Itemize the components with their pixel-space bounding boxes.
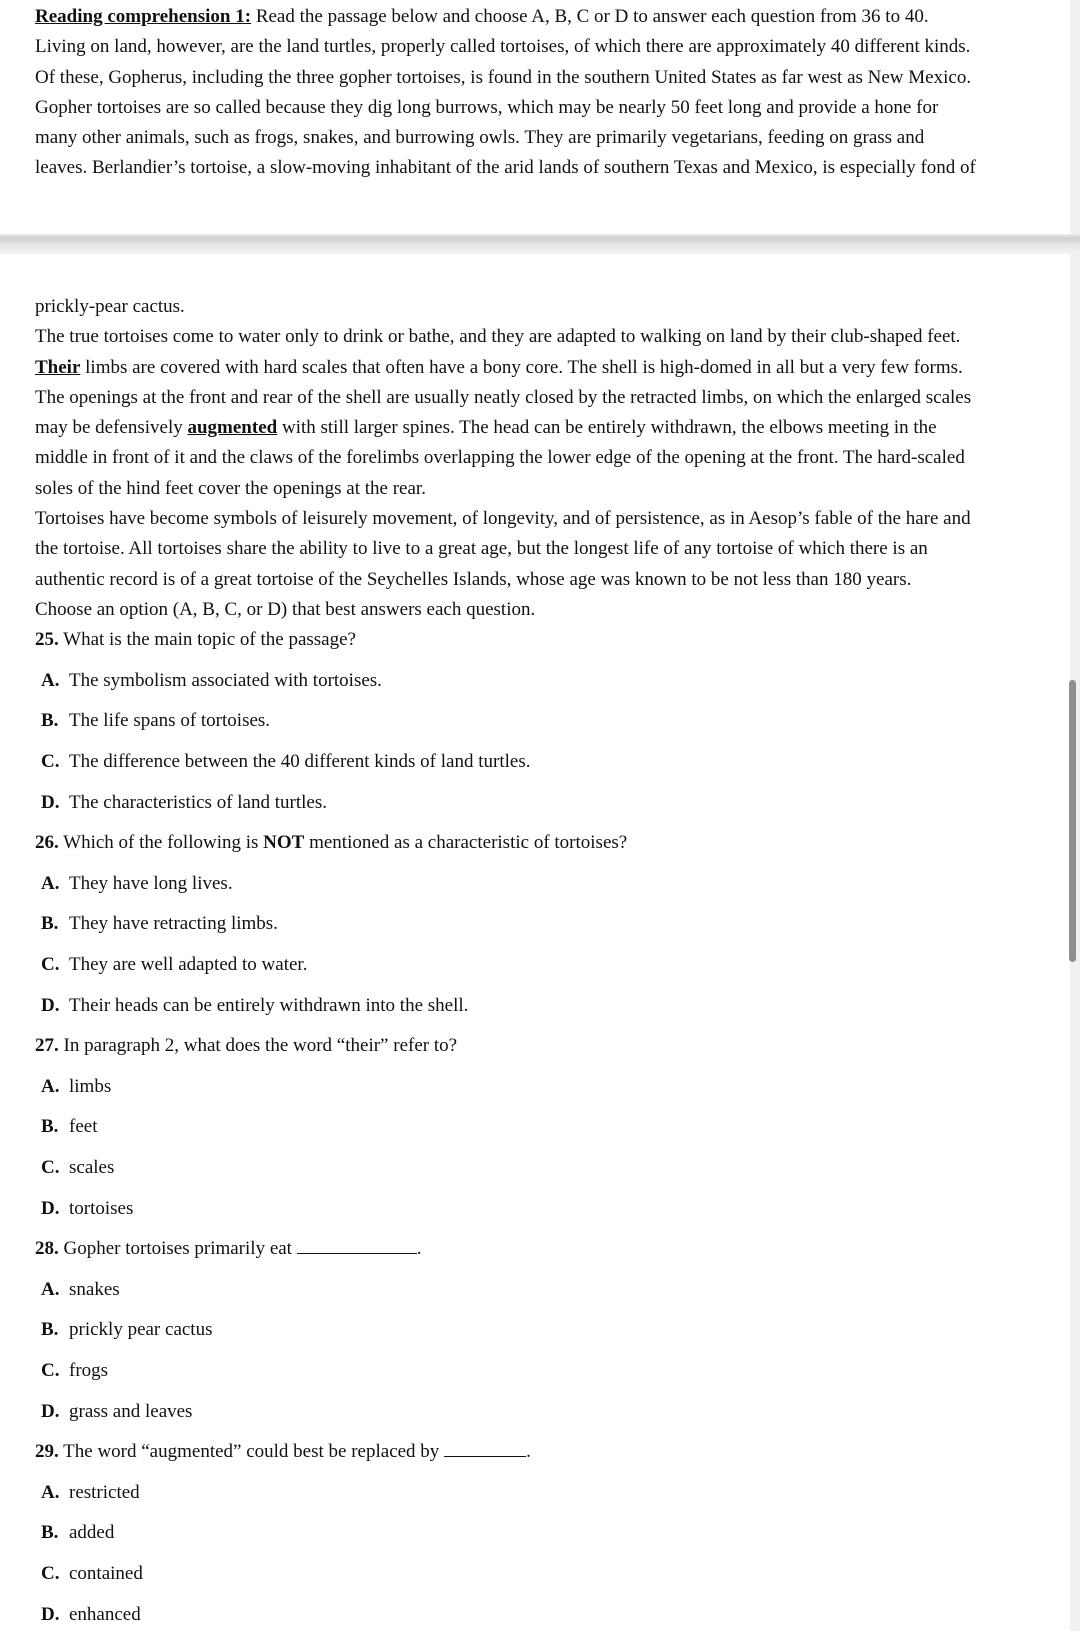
option-letter: A. (41, 669, 60, 691)
question-text: In paragraph 2, what does the word “their” refer to? (58, 1035, 458, 1057)
question-27 (35, 1031, 1050, 1072)
option-27-d[interactable] (41, 1194, 1050, 1235)
option-27-b[interactable] (41, 1112, 1050, 1153)
option-text: The life spans of tortoises. (69, 710, 271, 732)
passage-text: limbs are covered with hard scales that often have a bony core. The shell is high-domed in all but a very few forms. (80, 356, 963, 378)
option-text: The symbolism associated with tortoises. (69, 669, 382, 691)
question-26 (35, 828, 1050, 869)
passage-line: soles of the hind feet cover the openings at the rear. (35, 477, 426, 499)
passage-line: middle in front of it and the claws of the forelimbs overlapping the lower edge of the opening at the front. The hard-scaled (35, 447, 965, 469)
question-28 (35, 1234, 1050, 1275)
passage-line: prickly-pear cactus. (35, 296, 185, 317)
question-text: The word “augmented” could best be replaced by (58, 1441, 445, 1463)
option-25-d[interactable] (41, 788, 1050, 829)
passage-line: Of these, Gopherus, including the three gopher tortoises, is found in the southern United States as far west as New Mexico. (35, 66, 972, 88)
question-text: Which of the following is (58, 832, 264, 854)
option-text: grass and leaves (69, 1400, 193, 1422)
instruction-text: Read the passage below and choose A, B, C or D to answer each question from 36 to 40. (251, 6, 929, 27)
option-text: tortoises (69, 1197, 134, 1219)
option-26-a[interactable] (41, 869, 1050, 910)
question-25 (35, 625, 1050, 666)
option-letter: D. (41, 994, 60, 1016)
passage-line (35, 353, 1050, 383)
passage-line: leaves. Berlandier’s tortoise, a slow-moving inhabitant of the arid lands of southern Texas and Mexico, is especially fond of (35, 157, 976, 179)
option-29-b[interactable] (41, 1518, 1050, 1559)
document-page-1 (0, 0, 1070, 236)
option-text: restricted (69, 1481, 140, 1503)
question-end: . (416, 1238, 422, 1260)
option-letter: A. (41, 872, 60, 894)
highlighted-word-augmented: augmented (187, 417, 278, 439)
question-text: What is the main topic of the passage? (58, 629, 356, 651)
option-29-c[interactable] (41, 1559, 1050, 1600)
option-25-b[interactable] (41, 706, 1050, 747)
option-25-a[interactable] (41, 666, 1050, 707)
option-text: scales (69, 1156, 115, 1178)
option-text: The difference between the 40 different kinds of land turtles. (69, 751, 531, 773)
question-29 (35, 1437, 1050, 1478)
option-text: contained (69, 1562, 143, 1584)
option-text: prickly pear cactus (69, 1319, 213, 1341)
option-letter: D. (41, 1197, 60, 1219)
heading-line (35, 2, 1050, 32)
option-26-d[interactable] (41, 991, 1050, 1032)
option-letter: C. (41, 1156, 60, 1178)
option-29-a[interactable] (41, 1478, 1050, 1519)
option-letter: B. (41, 913, 59, 935)
option-text: snakes (69, 1278, 120, 1300)
passage-text: may be defensively (35, 417, 188, 439)
option-text: They have long lives. (69, 872, 233, 894)
option-text: limbs (69, 1075, 112, 1097)
passage-line: the tortoise. All tortoises share the ability to live to a great age, but the longest life of any tortoise of which there is an (35, 538, 928, 560)
passage-line (35, 413, 1050, 443)
option-letter: D. (41, 791, 60, 813)
vertical-scrollbar-thumb[interactable] (1069, 680, 1076, 962)
option-letter: D. (41, 1603, 60, 1625)
passage-line: many other animals, such as frogs, snakes, and burrowing owls. They are primarily vegetarians, feeding on grass and (35, 127, 925, 149)
passage-line: Living on land, however, are the land turtles, properly called tortoises, of which there are approximately 40 different kinds. (35, 36, 971, 58)
option-28-d[interactable] (41, 1397, 1050, 1438)
option-letter: B. (41, 1522, 59, 1544)
question-number: 28. (35, 1238, 59, 1260)
passage-line: authentic record is of a great tortoise of the Seychelles Islands, whose age was known to be not less than 180 years. (35, 568, 912, 590)
option-letter: C. (41, 751, 60, 773)
option-text: They have retracting limbs. (69, 913, 278, 935)
passage-line: The true tortoises come to water only to drink or bathe, and they are adapted to walking on land by their club-shaped feet. (35, 326, 961, 348)
question-text: Gopher tortoises primarily eat (58, 1238, 297, 1260)
option-letter: A. (41, 1075, 60, 1097)
option-letter: B. (41, 1116, 59, 1138)
page-break (0, 234, 1080, 254)
option-letter: B. (41, 1319, 59, 1341)
passage-line: The openings at the front and rear of the shell are usually neatly closed by the retracted limbs, on which the enlarged scales (35, 386, 972, 408)
option-28-b[interactable] (41, 1315, 1050, 1356)
option-25-c[interactable] (41, 747, 1050, 788)
question-emphasis: NOT (263, 832, 305, 854)
option-29-d[interactable] (41, 1600, 1050, 1640)
option-text: feet (69, 1116, 98, 1138)
option-text: frogs (69, 1359, 109, 1381)
question-number: 25. (35, 629, 59, 651)
document-page-2 (0, 254, 1070, 1631)
instruction-line: Choose an option (A, B, C, or D) that best answers each question. (35, 598, 536, 620)
option-letter: B. (41, 710, 59, 732)
option-letter: A. (41, 1278, 60, 1300)
option-letter: C. (41, 1562, 60, 1584)
option-text: added (69, 1522, 115, 1544)
option-27-c[interactable] (41, 1153, 1050, 1194)
highlighted-word-their: Their (35, 356, 81, 378)
passage-line: Gopher tortoises are so called because they dig long burrows, which may be nearly 50 feet long and provide a hone for (35, 96, 939, 118)
option-26-b[interactable] (41, 909, 1050, 950)
question-number: 27. (35, 1035, 59, 1057)
option-letter: C. (41, 954, 60, 976)
option-28-a[interactable] (41, 1275, 1050, 1316)
answer-blank (444, 1438, 526, 1457)
option-26-c[interactable] (41, 950, 1050, 991)
option-27-a[interactable] (41, 1072, 1050, 1113)
option-letter: A. (41, 1481, 60, 1503)
section-heading: Reading comprehension 1: (35, 6, 252, 27)
option-28-c[interactable] (41, 1356, 1050, 1397)
option-text: enhanced (69, 1603, 141, 1625)
passage-text: with still larger spines. The head can be entirely withdrawn, the elbows meeting in the (277, 417, 937, 439)
option-letter: C. (41, 1359, 60, 1381)
question-text: mentioned as a characteristic of tortoises? (304, 832, 628, 854)
option-text: They are well adapted to water. (69, 954, 308, 976)
question-number: 26. (35, 832, 59, 854)
question-end: . (526, 1441, 531, 1463)
passage-line: Tortoises have become symbols of leisurely movement, of longevity, and of persistence, as in Aesop’s fable of the hare and (35, 508, 971, 530)
answer-blank (297, 1235, 417, 1254)
question-number: 29. (35, 1441, 59, 1463)
option-letter: D. (41, 1400, 60, 1422)
option-text: The characteristics of land turtles. (69, 791, 327, 813)
option-text: Their heads can be entirely withdrawn into the shell. (69, 994, 469, 1016)
